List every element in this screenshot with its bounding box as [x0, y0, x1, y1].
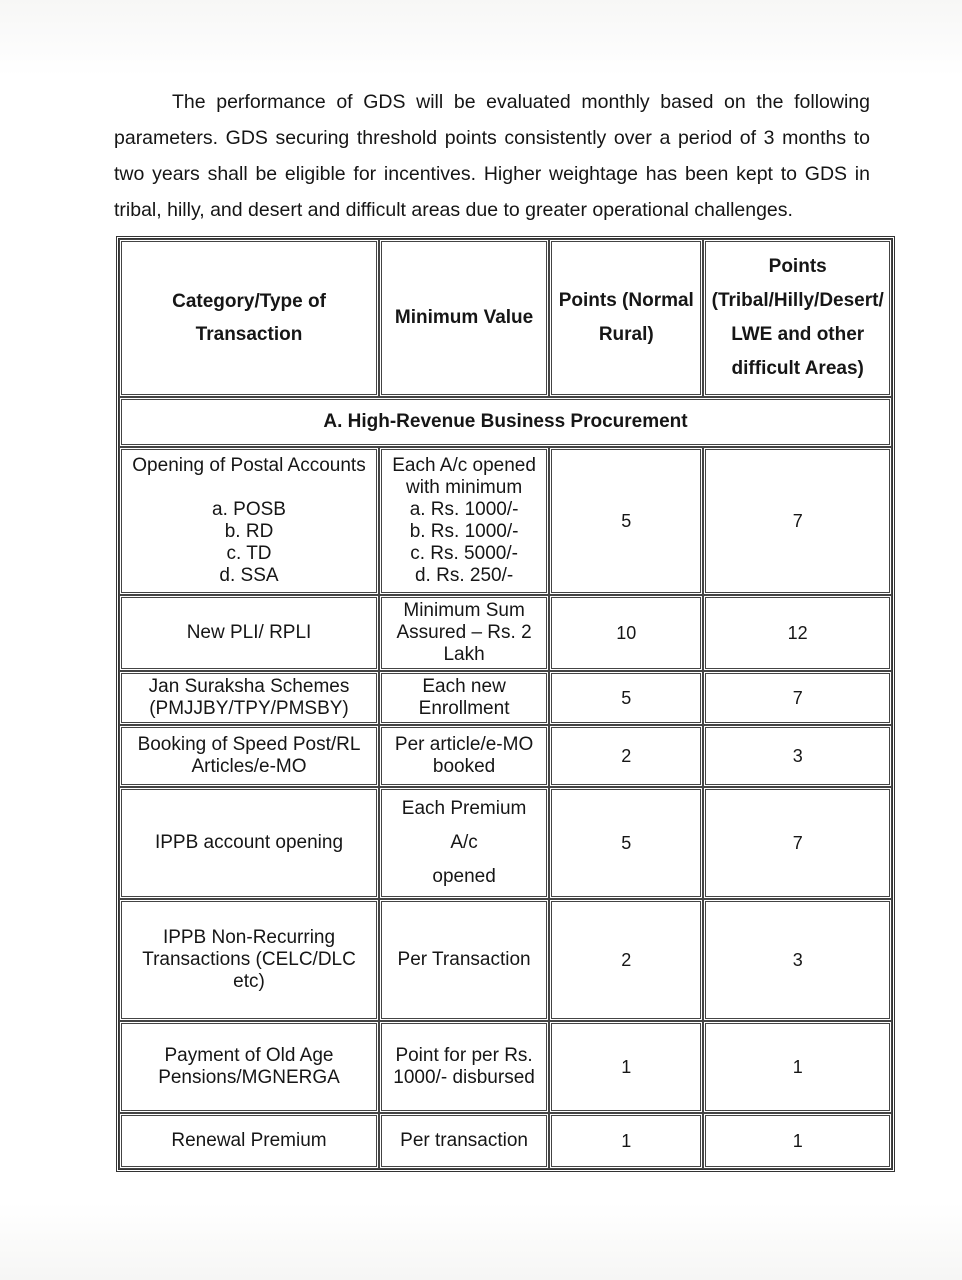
category-cell: Payment of Old Age Pensions/MGNERGA — [119, 1021, 379, 1113]
points-difficult-cell: 12 — [703, 595, 892, 671]
points-normal-cell: 2 — [549, 725, 703, 787]
category-item: b. RD — [224, 521, 274, 542]
intro-paragraph — [114, 84, 870, 228]
table-row — [119, 787, 892, 899]
category-cell: Jan Suraksha Schemes (PMJJBY/TPY/PMSBY) — [119, 671, 379, 725]
points-normal-cell: 10 — [549, 595, 703, 671]
table-row — [119, 1021, 892, 1113]
category-cell — [119, 447, 379, 595]
minimum-value-cell: Per article/e-MO booked — [379, 725, 549, 787]
category-title: Opening of Postal Accounts — [132, 455, 366, 476]
category-cell: IPPB Non-Recurring Transactions (CELC/DLC etc) — [119, 899, 379, 1021]
points-normal-cell: 1 — [549, 1113, 703, 1169]
category-cell: New PLI/ RPLI — [119, 595, 379, 671]
header-minimum-value: Minimum Value — [379, 239, 549, 397]
minimum-value-cell — [379, 787, 549, 899]
points-normal-cell: 5 — [549, 787, 703, 899]
minimum-line: b. Rs. 1000/- — [409, 521, 519, 542]
minimum-value-cell: Per Transaction — [379, 899, 549, 1021]
section-header-row — [119, 397, 892, 447]
minimum-line: Each A/c opened — [392, 455, 536, 476]
minimum-line: Each Premium A/c — [401, 798, 527, 853]
minimum-value-cell: Each new Enrollment — [379, 671, 549, 725]
minimum-line: a. Rs. 1000/- — [409, 499, 519, 520]
table-row — [119, 725, 892, 787]
points-difficult-cell: 7 — [703, 671, 892, 725]
points-normal-cell: 5 — [549, 447, 703, 595]
header-points-normal: Points (Normal Rural) — [549, 239, 703, 397]
category-item: d. SSA — [219, 565, 279, 586]
category-cell: Booking of Speed Post/RL Articles/e-MO — [119, 725, 379, 787]
minimum-line: opened — [432, 866, 496, 887]
table-header-row — [119, 239, 892, 397]
incentive-points-table — [116, 236, 895, 1172]
header-points-difficult: Points (Tribal/Hilly/Desert/ LWE and other difficult Areas) — [703, 239, 892, 397]
points-normal-cell: 2 — [549, 899, 703, 1021]
table-row — [119, 595, 892, 671]
category-item: a. POSB — [212, 499, 286, 520]
category-item: c. TD — [226, 543, 272, 564]
points-difficult-cell: 3 — [703, 899, 892, 1021]
points-normal-cell: 1 — [549, 1021, 703, 1113]
table-row — [119, 447, 892, 595]
minimum-value-cell — [379, 447, 549, 595]
minimum-value-cell: Per transaction — [379, 1113, 549, 1169]
points-difficult-cell: 7 — [703, 447, 892, 595]
points-difficult-cell: 1 — [703, 1021, 892, 1113]
header-category: Category/Type of Transaction — [119, 239, 379, 397]
table-row — [119, 899, 892, 1021]
table-row — [119, 1113, 892, 1169]
table-row — [119, 671, 892, 725]
points-difficult-cell: 1 — [703, 1113, 892, 1169]
points-difficult-cell: 7 — [703, 787, 892, 899]
category-cell: IPPB account opening — [119, 787, 379, 899]
points-difficult-cell: 3 — [703, 725, 892, 787]
minimum-line: c. Rs. 5000/- — [410, 543, 518, 564]
minimum-value-cell: Point for per Rs. 1000/- disbursed — [379, 1021, 549, 1113]
minimum-line: d. Rs. 250/- — [414, 565, 514, 586]
section-title: A. High-Revenue Business Procurement — [119, 397, 892, 447]
category-cell: Renewal Premium — [119, 1113, 379, 1169]
intro-text: The performance of GDS will be evaluated monthly based on the following parameters. GDS securing threshold points consistently over a period of 3 months to two years shall be eligible for incentives. Higher weightage has been kept to GDS in tribal, hilly, and desert and difficult areas due to greater operational challenges. — [114, 91, 870, 221]
minimum-line: with minimum — [406, 477, 523, 498]
points-normal-cell: 5 — [549, 671, 703, 725]
minimum-value-cell: Minimum Sum Assured – Rs. 2 Lakh — [379, 595, 549, 671]
